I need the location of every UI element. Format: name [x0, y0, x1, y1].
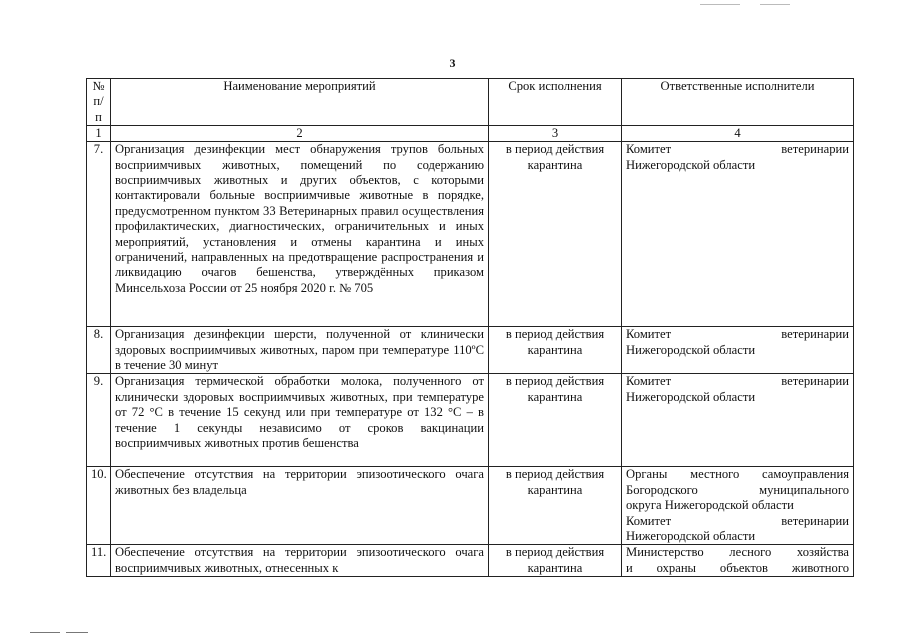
- column-number: 4: [622, 126, 854, 142]
- measure-text: Организация термической обработки молока, полученного от клинически здоровых восприимчивых животных, при температуре от 72 °С в течение 15 секунд или при температуре от 132 °С – в течение 1 секунды независимо от сроков вакцинации восприимчивых животных против бешенства: [111, 374, 489, 467]
- executor-line: Нижегородской области: [626, 157, 756, 172]
- column-number: 1: [87, 126, 111, 142]
- measure-text: Обеспечение отсутствия на территории эпизоотического очага восприимчивых животных, отнесенных к: [111, 545, 489, 577]
- column-number: 3: [489, 126, 622, 142]
- term-text: в период действия карантина: [489, 545, 622, 577]
- term-text: в период действия карантина: [489, 374, 622, 467]
- table-row: [87, 467, 854, 545]
- executor-line: Комитет ветеринарии: [626, 142, 849, 157]
- row-number: 9.: [87, 374, 111, 467]
- term-text: в период действия карантина: [489, 142, 622, 327]
- column-numbers-row: [87, 126, 854, 142]
- executor-line: Нижегородской области: [626, 529, 756, 544]
- executor-line: Комитет ветеринарии: [626, 327, 849, 342]
- executor-line: Нижегородской области: [626, 342, 756, 357]
- measures-table: [86, 78, 854, 577]
- measure-text: Обеспечение отсутствия на территории эпизоотического очага животных без владельца: [111, 467, 489, 545]
- measure-text: Организация дезинфекции шерсти, полученной от клинически здоровых восприимчивых животных, паром при температуре 110ºС в течение 30 минут: [111, 327, 489, 374]
- term-text: в период действия карантина: [489, 467, 622, 545]
- executor-line: Министерство лесного хозяйства: [626, 545, 849, 560]
- scan-artifact: [700, 4, 740, 5]
- row-number: 10.: [87, 467, 111, 545]
- executor-line: и охраны объектов животного: [626, 560, 849, 575]
- header-measure: Наименование мероприятий: [111, 79, 489, 126]
- executors-cell: [622, 142, 854, 327]
- executors-cell: [622, 374, 854, 467]
- measure-text: Организация дезинфекции мест обнаружения трупов больных восприимчивых животных, помещений по содержанию восприимчивых животных и других объектов, с которыми контактировали больные восприимчивые животные в порядке, предусмотренном пунктом 33 Ветеринарных правил осуществления профилактических, диагностических, ограничительных и иных мероприятий, установления и отмены карантина и иных ограничений, направленных на предотвращение распространения и ликвидацию очагов бешенства, утверждённых приказом Минсельхоза России от 25 ноября 2020 г. № 705: [111, 142, 489, 327]
- table-header-row: [87, 79, 854, 126]
- executor-line: Нижегородской области: [626, 389, 756, 404]
- scan-artifact: [760, 4, 790, 5]
- term-text: в период действия карантина: [489, 327, 622, 374]
- executor-line: Комитет ветеринарии: [626, 374, 849, 389]
- executors-cell: [622, 545, 854, 577]
- header-number: № п/п: [87, 79, 111, 126]
- table-row: [87, 374, 854, 467]
- table-row: [87, 327, 854, 374]
- scan-artifact: [30, 632, 60, 633]
- header-executors: Ответственные исполнители: [622, 79, 854, 126]
- row-number: 8.: [87, 327, 111, 374]
- row-number: 11.: [87, 545, 111, 577]
- column-number: 2: [111, 126, 489, 142]
- executors-cell: [622, 327, 854, 374]
- executors-cell: [622, 467, 854, 545]
- executor-line: Органы местного самоуправления: [626, 467, 849, 482]
- row-number: 7.: [87, 142, 111, 327]
- executor-line: Богородского муниципального: [626, 482, 849, 497]
- table-row: [87, 545, 854, 577]
- header-term: Срок исполнения: [489, 79, 622, 126]
- executor-line: Комитет ветеринарии: [626, 513, 849, 528]
- executor-line: округа Нижегородской области: [626, 498, 794, 513]
- table-row: [87, 142, 854, 327]
- scan-artifact: [66, 632, 88, 633]
- page-number: 3: [449, 56, 456, 70]
